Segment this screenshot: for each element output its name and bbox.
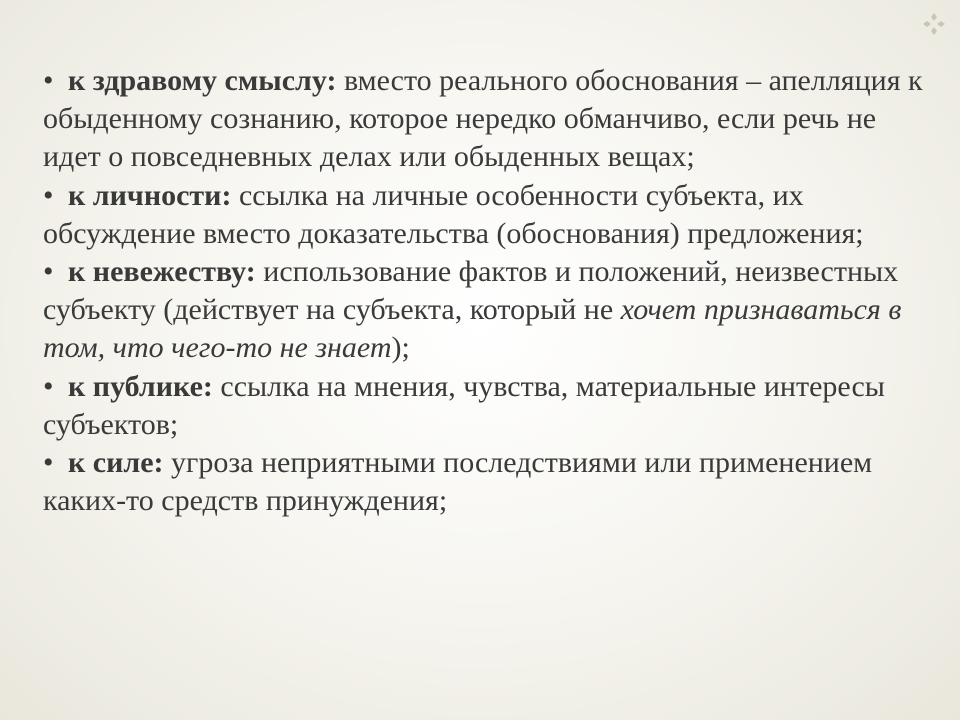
term-common-sense: к здравому смыслу: [68,64,337,97]
term-force: к силе: [68,446,164,480]
bullet: • [43,369,54,403]
list-item-common-sense [43,62,923,177]
term-personality: к личности: [68,178,232,212]
description-common-sense: вместо реального обоснования – апелляция к обыденному сознанию, которое нередко обманчиво, если речь не идет о повседневных делах или обыденных вещах; [43,64,923,174]
bullet: • [43,64,54,97]
description-force: угроза неприятными последствиями или применением каких-то средств принуждения; [43,446,873,518]
slide-text-body [43,62,923,520]
list-item-public [43,368,923,444]
description-personality: ссылка на личные особенности субъекта, их обсуждение вместо доказательства (обоснования) предложения; [43,178,864,250]
bullet: • [43,178,54,212]
description-ignorance-emphasis: хочет признаваться в том, что чего-то не знает [43,293,902,365]
list-item-ignorance [43,253,923,368]
bullet: • [43,446,54,480]
list-item-personality [43,177,923,253]
four-diamond-ornament-icon [922,12,946,36]
term-ignorance: к невежеству: [68,255,256,289]
list-item-force [43,444,923,520]
description-ignorance: использование фактов и положений, неизвестных субъекту (действует на субъекта, который не [43,255,899,327]
description-ignorance-end: ); [391,331,410,365]
description-public: ссылка на мнения, чувства, материальные интересы субъектов; [43,369,885,441]
term-public: к публике: [68,369,213,403]
bullet: • [43,255,54,289]
